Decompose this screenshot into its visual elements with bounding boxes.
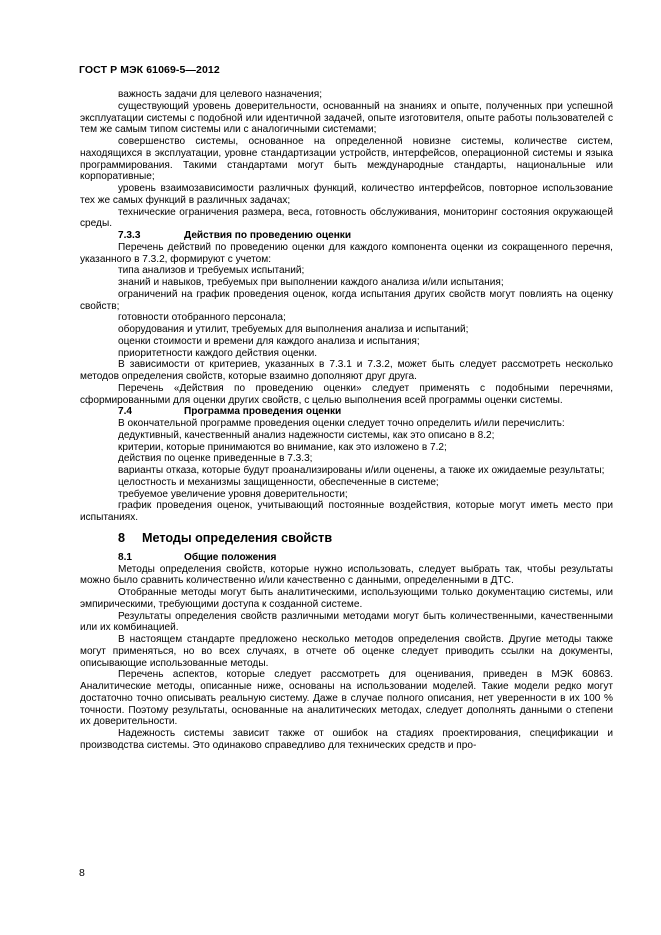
list-item: типа анализов и требуемых испытаний; <box>118 265 305 277</box>
list-item: оценки стоимости и времени для каждого анализа и испытания; <box>118 335 420 347</box>
paragraph: уровень взаимозависимости различных функций, количество интерфейсов, повторное использование тех же самых функций в различных задачах; <box>80 183 613 206</box>
paragraph: технические ограничения размера, веса, готовность обслуживания, мониторинг состояния окружающей среды. <box>80 206 613 230</box>
list-item: оборудования и утилит, требуемых для выполнения анализа и испытаний; <box>118 324 469 335</box>
section-number: 7.4 <box>118 406 133 418</box>
paragraph: Результаты определения свойств различными методами могут быть количественными, качественными или их комбинацией. <box>80 610 613 634</box>
list-item: график проведения оценок, учитывающий постоянные воздействия, которые могут иметь место при испытаниях. <box>80 500 613 523</box>
page-number: 8 <box>79 867 85 879</box>
list-item: критерии, которые принимаются во внимание, как это изложено в 7.2; <box>118 441 447 453</box>
list-item: дедуктивный, качественный анализ надежности системы, как это описано в 8.2; <box>118 429 495 441</box>
section-title: Методы определения свойств <box>142 530 333 545</box>
section-title: Действия по проведению оценки <box>184 230 352 241</box>
list-item: ограничений на график проведения оценок, когда испытания других свойств могут повлиять на оценку свойств; <box>80 288 613 312</box>
paragraph: совершенство системы, основанное на определенной новизне системы, количестве систем, находящихся в эксплуатации, уровне стандартизации устройств, интерфейсов, операционной системы и языка программирования. Такими стандартами могут быть международные стандарты, национальные или корпоративные; <box>80 136 613 183</box>
list-item: готовности отобранного персонала; <box>118 312 286 324</box>
paragraph: Надежность системы зависит также от ошибок на стадиях проектирования, спецификации и производства системы. Это одинаково справедливо для технических средств и про- <box>80 728 613 751</box>
paragraph: существующий уровень доверительности, основанный на знаниях и опыте, полученных при успешной эксплуатации системы с подобной или идентичной задачей, опыте изготовителя, опыте работы пользователей с тем же самым типом системы или с аналогичными системами; <box>80 100 613 136</box>
section-title: Общие положения <box>184 551 277 563</box>
section-number: 8.1 <box>118 551 133 563</box>
page-content <box>80 89 613 752</box>
paragraph: В настоящем стандарте предложено несколько методов определения свойств. Другие методы также могут применяться, но во всех случаях, в отчете об оценке следует приводить ссылки на документы, описывающие использованные методы. <box>80 634 613 669</box>
section-heading-8-1 <box>80 552 613 564</box>
paragraph: Перечень «Действия по проведению оценки» следует применять с подобными перечнями, сформированными для оценки других свойств, с целью выполнения всей программы оценки системы. <box>80 382 613 406</box>
list-item: требуемое увеличение уровня доверительности; <box>118 488 348 500</box>
paragraph: Перечень действий по проведению оценки для каждого компонента оценки из сокращенного перечня, указанного в 7.3.2, формируют с учетом: <box>80 241 613 265</box>
list-item: целостность и механизмы защищенности, обеспеченные в системе; <box>118 476 439 488</box>
list-item: знаний и навыков, требуемых при выполнении каждого анализа и/или испытания; <box>118 277 504 288</box>
section-title: Программа проведения оценки <box>184 406 342 418</box>
section-number: 7.3.3 <box>118 230 141 241</box>
paragraph: важность задачи для целевого назначения; <box>118 89 323 100</box>
paragraph: В окончательной программе проведения оценки следует точно определить и/или перечислить: <box>118 418 565 429</box>
standard-header: ГОСТ Р МЭК 61069-5—2012 <box>79 64 220 76</box>
section-heading-7-4 <box>80 406 613 418</box>
section-heading-7-3-3 <box>80 230 613 242</box>
paragraph: Отобранные методы могут быть аналитическими, использующими только документацию системы, или эмпирическими, требующими доступа к созданной системе. <box>80 587 613 610</box>
list-item: приоритетности каждого действия оценки. <box>118 347 318 359</box>
paragraph: Перечень аспектов, которые следует рассмотреть для оценивания, приведен в МЭК 60863. Аналитические методы, описанные ниже, основаны на использовании моделей. Такие модели редко могут достаточно точно описывать реальную систему. Даже в случае полного описания, нет уверенности в их 100 % точности. Поэтому результаты, основанные на аналитических методах, следует дополнять данными о степени их доверительности. <box>80 669 613 728</box>
list-item: варианты отказа, которые будут проанализированы и/или оценены, а также их ожидаемые результаты; <box>118 465 605 476</box>
section-heading-8 <box>80 530 613 546</box>
paragraph: В зависимости от критериев, указанных в 7.3.1 и 7.3.2, может быть следует рассмотреть несколько методов определения свойств, которые взаимно дополняют друг друга. <box>80 359 613 382</box>
section-number: 8 <box>118 530 126 545</box>
paragraph: Методы определения свойств, которые нужно использовать, следует выбрать так, чтобы результаты можно было сравнить количественно и/или качественно с данными, определенными в ДТС. <box>80 563 613 587</box>
list-item: действия по оценке приведенные в 7.3.3; <box>118 453 313 465</box>
